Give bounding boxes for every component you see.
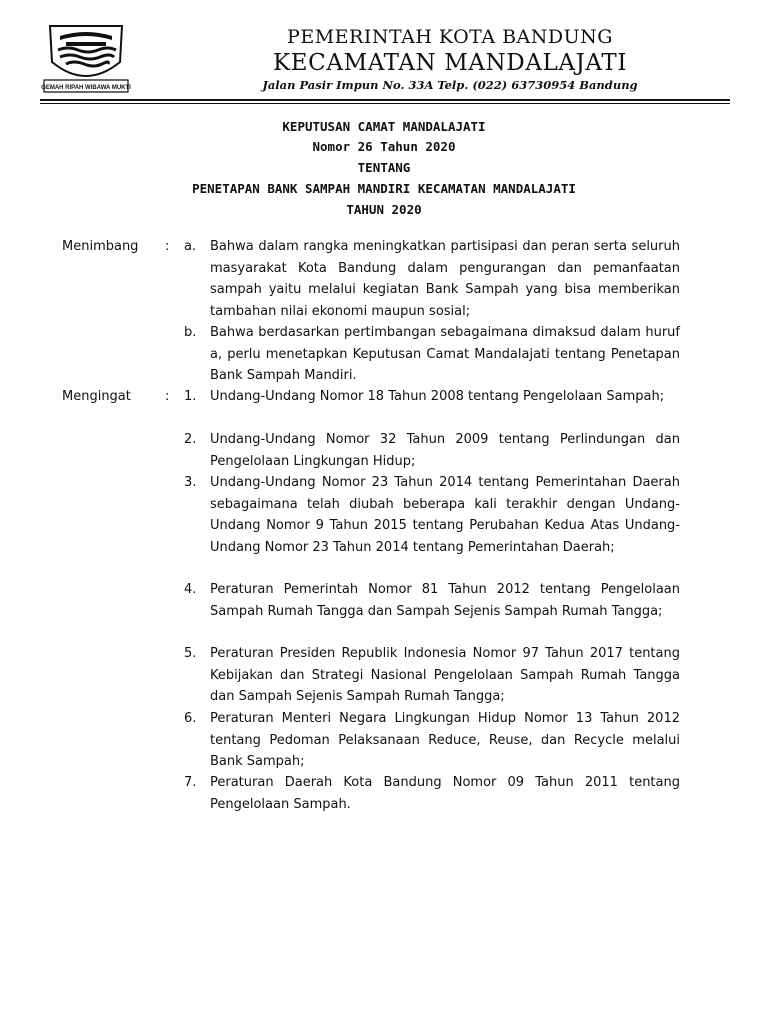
list-item (184, 708, 680, 773)
list-item-number: 7. (184, 775, 197, 790)
list-item-number: a. (184, 239, 197, 254)
section-label: Menimbang (62, 239, 139, 254)
section-label: Mengingat (62, 389, 131, 404)
list-item-number: 1. (184, 389, 197, 404)
list-item-number: 5. (184, 646, 197, 661)
list-item-text: Bahwa berdasarkan pertimbangan sebagaimana dimaksud dalam huruf a, perlu menetapkan Keputusan Camat Mandalajati tentang Penetapan Bank Sampah Mandiri. (210, 325, 680, 383)
list-item (184, 322, 680, 387)
list-item-text: Bahwa dalam rangka meningkatkan partisipasi dan peran serta seluruh masyarakat Kota Bandung dalam pengurangan dan pemanfaatan sampah yaitu melalui kegiatan Bank Sampah yang bisa memberikan tambahan nilai ekonomi maupun sosial; (210, 239, 680, 319)
section-menimbang (62, 236, 170, 258)
list-item-text: Peraturan Presiden Republik Indonesia Nomor 97 Tahun 2017 tentang Kebijakan dan Strategi Nasional Pengelolaan Sampah Rumah Tangga dan Sampah Sejenis Sampah Rumah Tangga; (210, 646, 680, 704)
decree-title: KEPUTUSAN CAMAT MANDALAJATI (282, 119, 486, 134)
city-emblem-logo (40, 22, 132, 98)
decree-subject: PENETAPAN BANK SAMPAH MANDIRI KECAMATAN MANDALAJATI (192, 181, 576, 196)
section-colon: : (165, 239, 170, 254)
list-item-number: b. (184, 325, 197, 340)
decree-about: TENTANG (357, 160, 411, 175)
list-item (184, 386, 680, 408)
list-item (184, 429, 680, 472)
letterhead-address: Jalan Pasir Impun No. 33A Telp. (022) 63730954 Bandung (262, 78, 638, 92)
list-item (184, 236, 680, 322)
letterhead-government: PEMERINTAH KOTA BANDUNG (287, 26, 613, 48)
decree-year: TAHUN 2020 (346, 202, 422, 217)
list-item (184, 643, 680, 708)
list-item-number: 3. (184, 475, 197, 490)
list-item-number: 4. (184, 582, 197, 597)
list-item (184, 772, 680, 815)
list-item-text: Undang-Undang Nomor 18 Tahun 2008 tentang Pengelolaan Sampah; (210, 389, 665, 404)
list-item (184, 472, 680, 558)
list-item-text: Peraturan Pemerintah Nomor 81 Tahun 2012 tentang Pengelolaan Sampah Rumah Tangga dan Sampah Sejenis Sampah Rumah Tangga; (210, 582, 680, 619)
letterhead-rule-thick (40, 99, 730, 101)
list-item-text: Undang-Undang Nomor 23 Tahun 2014 tentang Pemerintahan Daerah sebagaimana telah diubah beberapa kali terakhir dengan Undang-Undang Nomor 9 Tahun 2015 tentang Perubahan Kedua Atas Undang-Undang Nomor 23 Tahun 2014 tentang Pemerintahan Daerah; (210, 475, 680, 555)
letterhead-district: KECAMATAN MANDALAJATI (272, 50, 628, 76)
list-item-number: 2. (184, 432, 197, 447)
list-item-text: Undang-Undang Nomor 32 Tahun 2009 tentang Perlindungan dan Pengelolaan Lingkungan Hidup; (210, 432, 680, 469)
section-mengingat (62, 386, 170, 408)
decree-number: Nomor 26 Tahun 2020 (312, 139, 456, 154)
list-item (184, 579, 680, 622)
section-colon: : (165, 389, 170, 404)
svg-text:GEMAH RIPAH WIBAWA MUKTI: GEMAH RIPAH WIBAWA MUKTI (41, 85, 131, 91)
list-item-text: Peraturan Daerah Kota Bandung Nomor 09 Tahun 2011 tentang Pengelolaan Sampah. (210, 775, 680, 812)
letterhead-rule-thin (40, 103, 730, 104)
list-item-text: Peraturan Menteri Negara Lingkungan Hidup Nomor 13 Tahun 2012 tentang Pedoman Pelaksanaan Reduce, Reuse, dan Recycle melalui Bank Sampah; (210, 711, 680, 769)
list-item-number: 6. (184, 711, 197, 726)
